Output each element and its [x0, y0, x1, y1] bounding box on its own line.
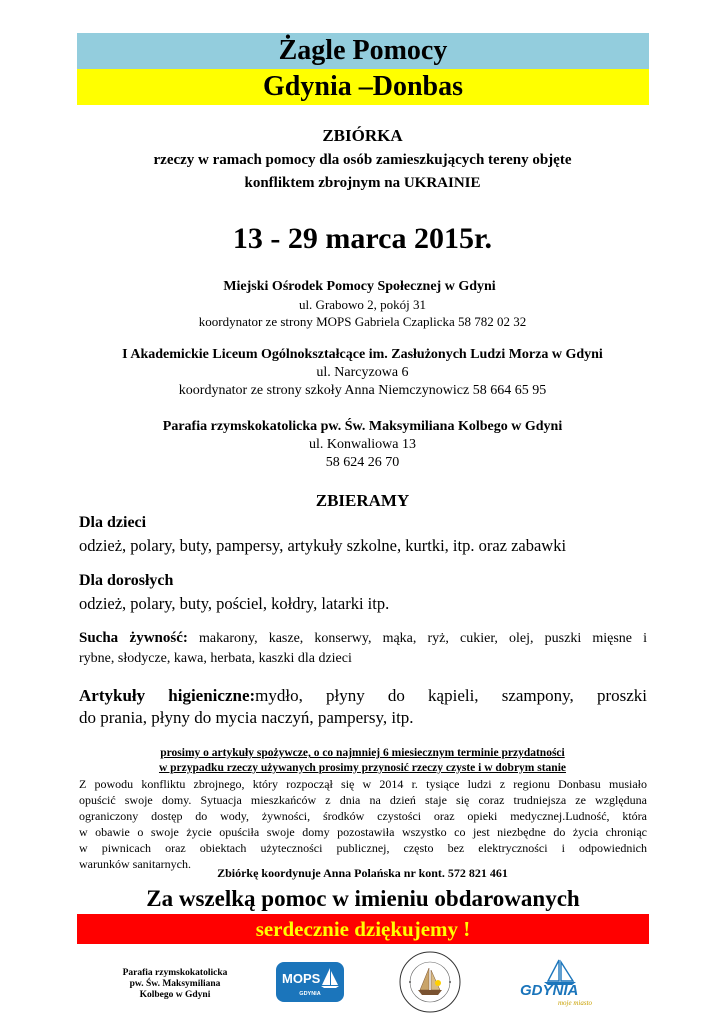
location-3-address: ul. Konwaliowa 13 [309, 437, 416, 452]
parish-credit-line-1: Parafia rzymskokatolicka [122, 968, 228, 978]
para-line-4: w obawie o swoje życie opuściła swoje domy pozostawiła wszystko co jest niezbędne do życia chroniąc [79, 825, 647, 839]
collect-heading: ZBIERAMY [315, 491, 410, 510]
intro-line-2: konfliktem zbrojnym na UKRAINIE [244, 175, 481, 191]
thanks-line-2: serdecznie dziękujemy ! [255, 917, 471, 941]
page-title: Żagle Pomocy [278, 35, 448, 66]
location-1-name: Miejski Ośrodek Pomocy Społecznej w Gdyni [223, 279, 496, 294]
gdynia-tagline: moje miasto [558, 999, 593, 1007]
thanks-red-band [77, 914, 649, 944]
hygiene-items-1: mydło, płyny do kąpieli, szampony, proszki [255, 686, 647, 705]
food-items-1: makarony, kasze, konserwy, mąka, ryż, cukier, olej, puszki mięsne i [187, 631, 647, 646]
coordinator-line: Zbiórkę koordynuje Anna Polańska nr kont. 572 821 461 [217, 866, 508, 880]
parish-credit-line-2: pw. Św. Maksymiliana [129, 979, 221, 989]
title-band [77, 33, 649, 69]
mops-logo-icon [276, 962, 344, 1002]
gdynia-logo-icon [518, 958, 598, 1008]
para-line-1: Z powodu konfliktu zbrojnego, który rozpoczął się w 2014 r. tysiące ludzi z regionu Donbasu musiało [79, 777, 647, 791]
location-1-address: ul. Grabowo 2, pokój 31 [298, 297, 427, 312]
food-line-1 [79, 630, 647, 647]
parish-credit [110, 968, 240, 1001]
intro-line-1: rzeczy w ramach pomocy dla osób zamieszkujących tereny objęte [153, 152, 572, 168]
thanks-band [77, 884, 649, 914]
event-date: 13 - 29 marca 2015r. [232, 222, 493, 255]
hygiene-label: Artykuły higieniczne: [79, 686, 256, 705]
thanks-line-1: Za wszelką pomoc w imieniu obdarowanych [146, 886, 580, 911]
mops-logo-text: MOPS [282, 971, 321, 986]
food-items-2: rybne, słodycze, kawa, herbata, kaszki dla dzieci [79, 651, 352, 666]
page-subtitle: Gdynia –Donbas [263, 71, 463, 102]
location-1-contact: koordynator ze strony MOPS Gabriela Czaplicka 58 782 02 32 [198, 314, 527, 329]
location-2-name: I Akademickie Liceum Ogólnokształcące im. Zasłużonych Ludzi Morza w Gdyni [122, 347, 603, 362]
food-label: Sucha żywność: [79, 630, 188, 646]
adults-items: odzież, polary, buty, pościel, kołdry, latarki itp. [79, 594, 390, 613]
adults-label: Dla dorosłych [79, 572, 174, 589]
location-3-contact: 58 624 26 70 [325, 455, 400, 470]
location-2-contact: koordynator ze strony szkoły Anna Niemczynowicz 58 664 65 95 [178, 383, 547, 398]
hygiene-items-2: do prania, płyny do mycia naczyń, pampersy, itp. [79, 708, 414, 727]
children-label: Dla dzieci [79, 514, 147, 531]
para-line-3: ograniczony dostęp do wody, żywności, środków czystości oraz opieki medycznej.Ludność, która [79, 809, 647, 823]
para-line-6: warunków sanitarnych. [79, 857, 191, 871]
request-note-2: w przypadku rzeczy używanych prosimy przynosić rzeczy czyste i w dobrym stanie [158, 762, 567, 774]
gdynia-logo-text: GDYNIA [520, 982, 579, 999]
para-line-2: opuścić swoje domy. Sytuacja mieszkańców z dnia na dzień staje się coraz trudniejsza ze względuna [79, 793, 647, 807]
hygiene-line-1 [79, 686, 647, 706]
request-note-1: prosimy o artykuły spożywcze, o co najmniej 6 miesiecznym terminie przydatności [160, 747, 565, 759]
location-2-address: ul. Narcyzowa 6 [316, 365, 409, 380]
subtitle-band [77, 69, 649, 105]
mops-logo-subtext: GDYNIA [299, 991, 321, 997]
sail-icon [320, 967, 340, 989]
school-seal-icon [398, 950, 462, 1014]
location-3-name: Parafia rzymskokatolicka pw. Św. Maksymiliana Kolbego w Gdyni [162, 419, 563, 434]
para-line-5: w piwnicach oraz obiektach użyteczności publicznej, często bez elektryczności i odpowiednich [79, 841, 647, 855]
children-items: odzież, polary, buty, pampersy, artykuły szkolne, kurtki, itp. oraz zabawki [79, 536, 567, 555]
parish-credit-line-3: Kolbego w Gdyni [139, 990, 211, 1000]
collection-heading: ZBIÓRKA [322, 126, 403, 145]
